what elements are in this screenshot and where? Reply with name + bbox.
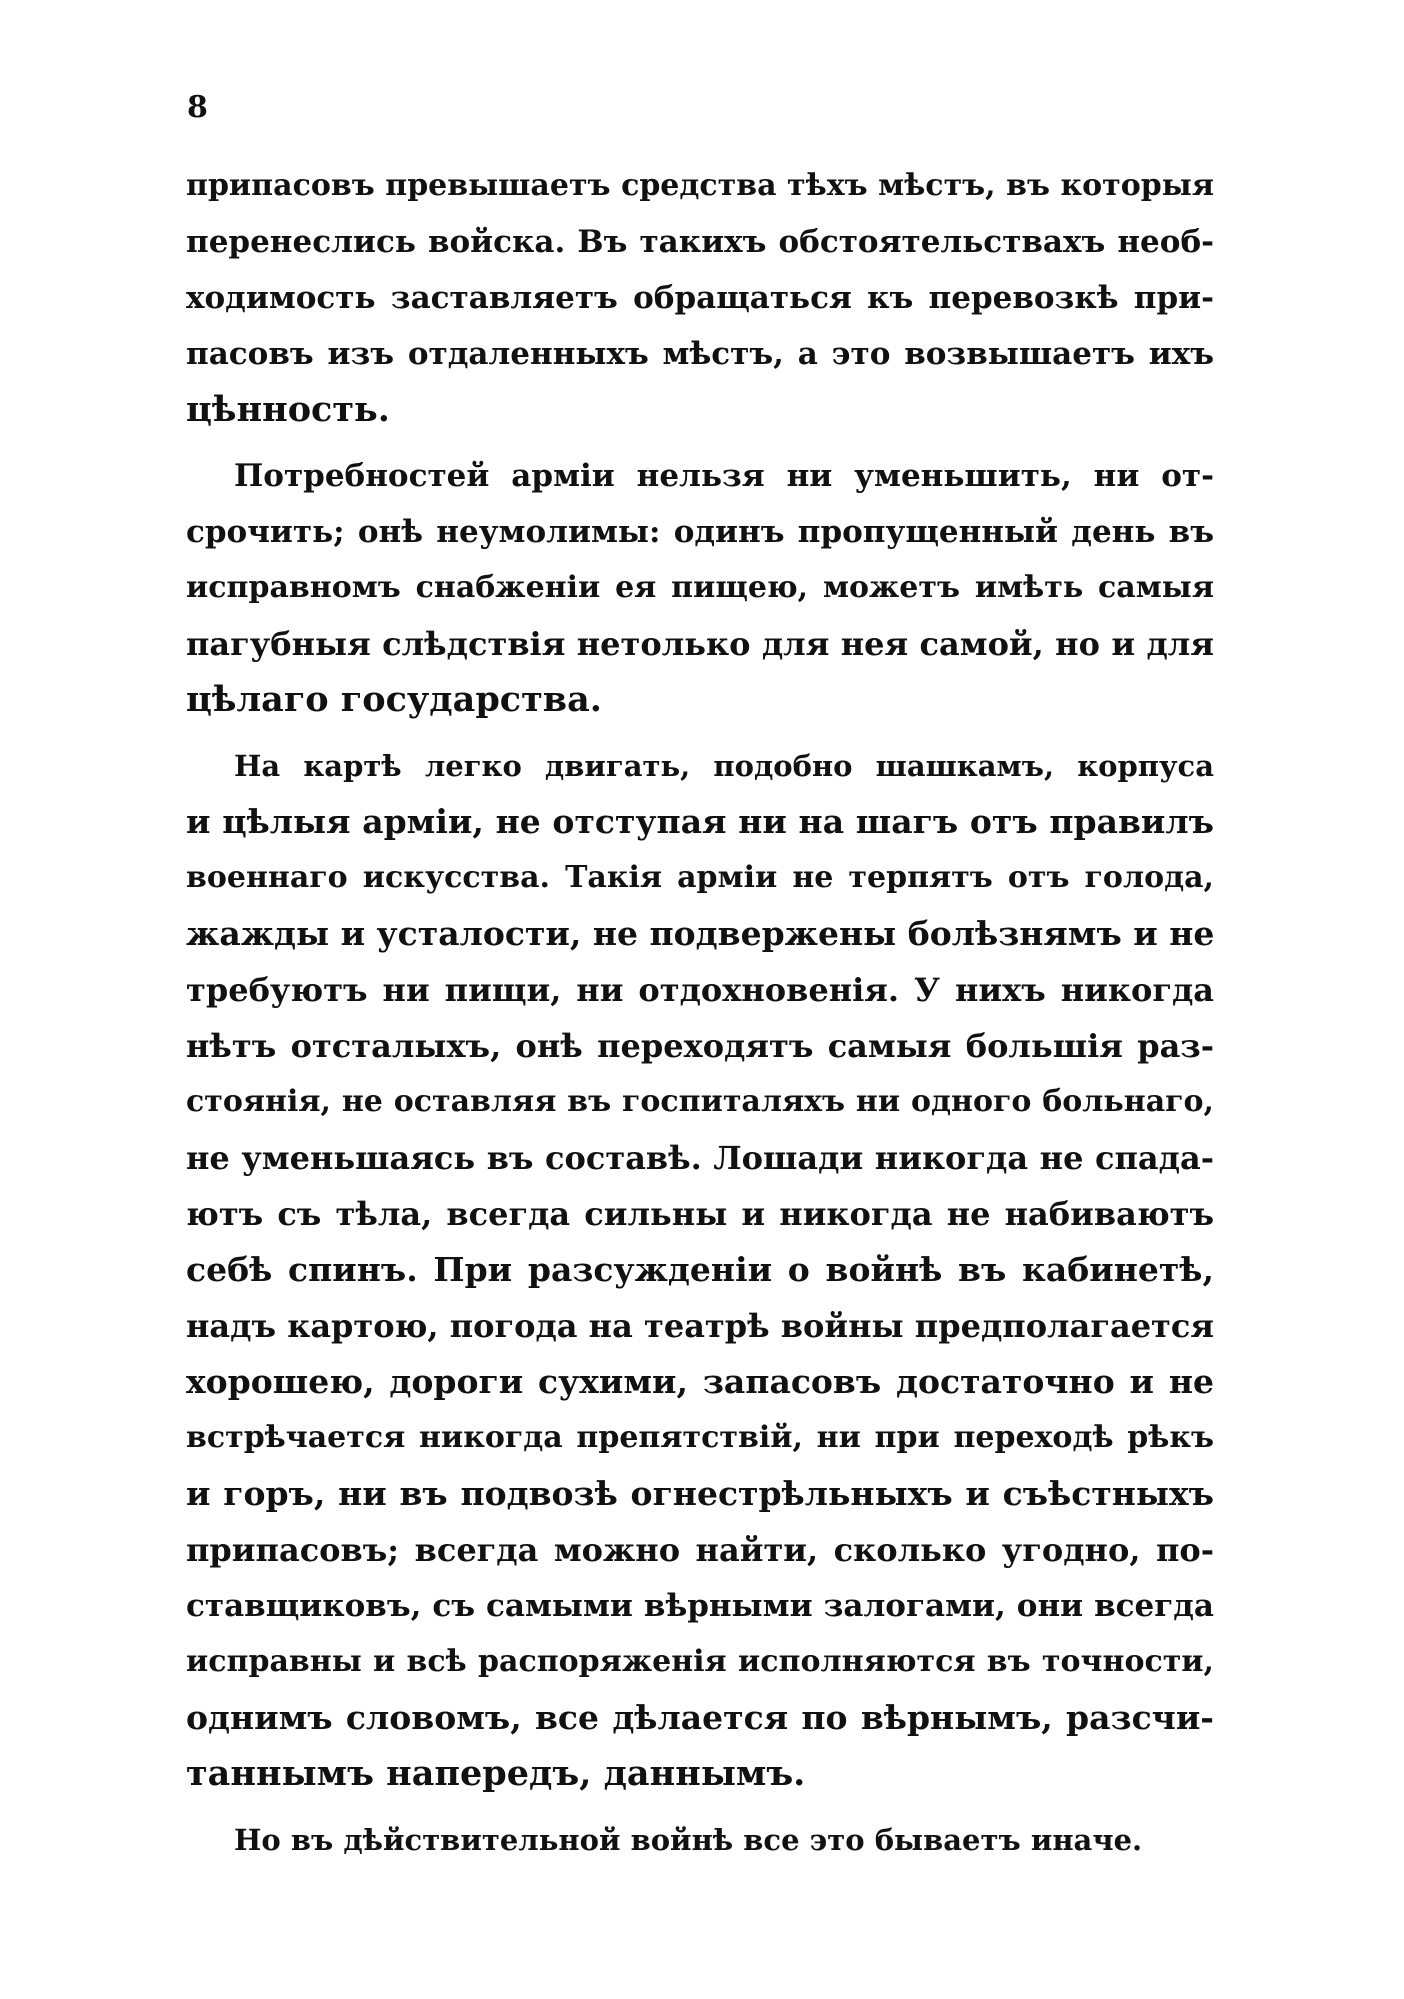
text-line: пасовъ изъ отдаленныхъ мѣстъ, а это возвышаетъ ихъ	[186, 336, 1214, 372]
text-line: военнаго искусства. Такія арміи не терпятъ отъ голода,	[186, 860, 1214, 895]
text-line: Потребностей арміи нельзя ни уменьшить, ни от-	[234, 458, 1214, 494]
text-line: не уменьшаясь въ составѣ. Лошади никогда не спада-	[186, 1139, 1214, 1177]
paragraph	[186, 1812, 1214, 1868]
text-line: припасовъ превышаетъ средства тѣхъ мѣстъ, въ которыя	[186, 168, 1214, 203]
text-line: Но въ дѣйствительной войнѣ все это бываетъ иначе.	[234, 1823, 1143, 1857]
text-line: На картѣ легко двигать, подобно шашкамъ, корпуса	[234, 749, 1214, 783]
text-line: стоянія, не оставляя въ госпиталяхъ ни одного больнаго,	[186, 1084, 1214, 1119]
body-text	[186, 158, 1214, 1868]
text-line: и горъ, ни въ подвозѣ огнестрѣльныхъ и съѣстныхъ	[186, 1474, 1214, 1513]
text-line: нѣтъ отсталыхъ, онѣ переходятъ самыя большія раз-	[186, 1027, 1214, 1065]
text-line: встрѣчается никогда препятствій, ни при переходѣ рѣкъ	[186, 1420, 1214, 1455]
text-line: пагубныя слѣдствія нетолько для нея самой, но и для	[186, 625, 1214, 663]
text-line: жажды и усталости, не подвержены болѣзнямъ и не	[186, 914, 1215, 953]
text-line: требуютъ ни пищи, ни отдохновенія. У нихъ никогда	[186, 971, 1214, 1009]
text-line: ставщиковъ, съ самыми вѣрными залогами, они всегда	[186, 1588, 1214, 1624]
text-line: таннымъ напередъ, даннымъ.	[186, 1753, 806, 1794]
text-line: ютъ съ тѣла, всегда сильны и никогда не набиваютъ	[186, 1195, 1214, 1233]
paragraph	[186, 448, 1214, 728]
page-number: 8	[187, 90, 208, 125]
text-line: перенеслись войска. Въ такихъ обстоятельствахъ необ-	[186, 224, 1214, 260]
paragraph	[186, 738, 1214, 1802]
text-line: и цѣлыя арміи, не отступая ни на шагъ отъ правилъ	[186, 802, 1214, 841]
text-line: исправны и всѣ распоряженія исполняются въ точности,	[186, 1644, 1214, 1679]
text-line: цѣнность.	[186, 389, 390, 430]
text-line: ходимость заставляетъ обращаться къ перевозкѣ при-	[186, 280, 1214, 316]
text-line: себѣ спинъ. При разсужденіи о войнѣ въ кабинетѣ,	[186, 1250, 1214, 1289]
paragraph	[186, 158, 1214, 438]
text-line: однимъ словомъ, все дѣлается по вѣрнымъ, разсчи-	[186, 1698, 1214, 1737]
text-line: хорошею, дороги сухими, запасовъ достаточно и не	[186, 1362, 1214, 1401]
text-line: цѣлаго государства.	[186, 679, 602, 720]
text-line: припасовъ; всегда можно найти, сколько угодно, по-	[186, 1531, 1214, 1569]
text-line: надъ картою, погода на театрѣ войны предполагается	[186, 1307, 1214, 1345]
text-line: исправномъ снабженіи ея пищею, можетъ имѣть самыя	[186, 570, 1214, 605]
text-line: срочить; онѣ неумолимы: одинъ пропущенный день въ	[186, 514, 1214, 550]
